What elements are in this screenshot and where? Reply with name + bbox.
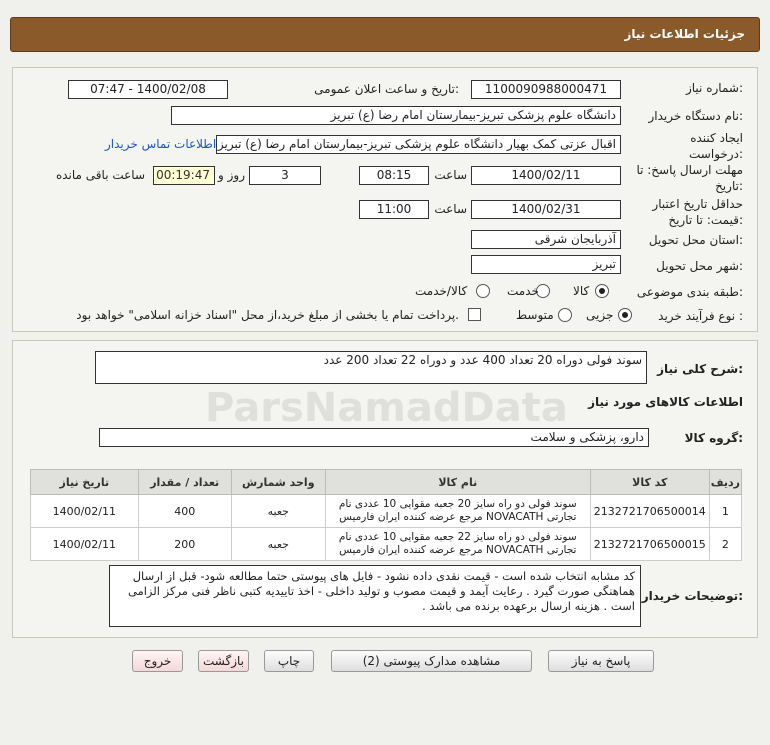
summary-label: شرح کلی نیاز: (657, 362, 743, 376)
row-qty: 400 (138, 495, 231, 528)
col-index: ردیف (709, 470, 741, 495)
treasury-payment-checkbox[interactable] (468, 308, 481, 321)
process-medium-label: متوسط (516, 308, 554, 322)
row-qty: 200 (138, 528, 231, 561)
buyer-org-field: دانشگاه علوم پزشکی تبریز-بیمارستان امام رضا (ع) تبریز (171, 106, 621, 125)
need-number-field: 1100090988000471 (471, 80, 621, 99)
creator-label: ایجاد کننده درخواست: (689, 131, 743, 161)
validity-time-label: ساعت (434, 202, 467, 216)
province-label: استان محل تحویل: (648, 233, 743, 247)
page-header (10, 17, 760, 52)
col-qty: تعداد / مقدار (138, 470, 231, 495)
process-medium-radio[interactable] (558, 308, 572, 322)
row-index: 1 (709, 495, 741, 528)
print-button[interactable]: چاپ (264, 650, 314, 672)
col-name: نام کالا (325, 470, 590, 495)
buyer-contact-link[interactable]: اطلاعات تماس خریدار (105, 137, 217, 151)
table-row (31, 528, 742, 561)
validity-label: حداقل تاریخ اعتبار قیمت: تا تاریخ: (652, 197, 743, 227)
col-date: تاریخ نیاز (31, 470, 139, 495)
validity-date-field: 1400/02/31 (471, 200, 621, 219)
buyer-notes-field: کد مشابه انتخاب شده است - قیمت نقدی داده نشود - فایل های پیوستی حتما مطالعه شود- قبل از ارسال هماهنگی صورت گیرد . رعایت آیمد و قیمت مصوب و تولید داخلی - اخذ تاییدیه کتبی ناظر فنی مرکز الزامی است . هزینه ارسال برعهده برنده می باشد . (109, 565, 641, 627)
summary-field: سوند فولی دوراه 20 تعداد 400 عدد و دوراه 22 تعداد 200 عدد (95, 351, 647, 384)
category-both-radio[interactable] (476, 284, 490, 298)
treasury-payment-note: پرداخت تمام یا بخشی از مبلغ خرید،از محل "اسناد خزانه اسلامی" خواهد بود. (76, 308, 459, 322)
table-row (31, 495, 742, 528)
col-unit: واحد شمارش (231, 470, 325, 495)
group-field: دارو، پزشکی و سلامت (99, 428, 649, 447)
validity-time-field: 11:00 (359, 200, 429, 219)
creator-field: اقبال عزتی کمک بهیار دانشگاه علوم پزشکی تبریز-بیمارستان امام رضا (ع) تبریز (216, 135, 621, 154)
row-unit: جعبه (231, 495, 325, 528)
group-label: گروه کالا: (684, 431, 743, 445)
need-number-label: شماره نیاز: (685, 81, 743, 95)
row-code: 2132721706500014 (590, 495, 709, 528)
row-unit: جعبه (231, 528, 325, 561)
watermark-logo: ParsNamadData (205, 385, 568, 431)
attachments-button[interactable]: مشاهده مدارک پیوستی (2) (331, 650, 532, 672)
buyer-notes-label: توضیحات خریدار: (641, 589, 743, 603)
reply-time-label: ساعت (434, 168, 467, 182)
row-code: 2132721706500015 (590, 528, 709, 561)
back-button[interactable]: بازگشت (198, 650, 249, 672)
category-both-label: کالا/خدمت (415, 284, 468, 298)
process-minor-label: جزیی (586, 308, 614, 322)
days-label: روز و (218, 168, 245, 182)
buyer-org-label: نام دستگاه خریدار: (648, 109, 743, 123)
announce-field: 1400/02/08 - 07:47 (68, 80, 228, 99)
items-table (30, 469, 742, 561)
exit-button[interactable]: خروج (132, 650, 183, 672)
reply-deadline-label: مهلت ارسال پاسخ: تا تاریخ: (636, 163, 743, 193)
remaining-timer: 00:19:47 (153, 166, 215, 185)
process-label: نوع فرآیند خرید : (658, 309, 743, 323)
remaining-label: ساعت باقی مانده (55, 168, 145, 182)
items-table-header (31, 470, 742, 495)
city-label: شهر محل تحویل: (656, 259, 743, 273)
city-field: تبریز (471, 255, 621, 274)
category-label: طبقه بندی موضوعی: (636, 285, 743, 299)
category-goods-radio[interactable] (595, 284, 609, 298)
row-index: 2 (709, 528, 741, 561)
reply-button[interactable]: پاسخ به نیاز (548, 650, 654, 672)
request-info-panel (12, 67, 758, 332)
category-service-label: خدمت (507, 284, 539, 298)
row-name: سوند فولی دو راه سایز 20 جعبه مقوایی 10 عددی نام تجارتی NOVACATH مرجع عرضه کننده ایران فارمیس (325, 495, 590, 528)
page-title: جزئیات اطلاعات نیاز (624, 27, 745, 41)
row-date: 1400/02/11 (31, 528, 139, 561)
reply-time-field: 08:15 (359, 166, 429, 185)
days-field: 3 (249, 166, 321, 185)
goods-info-heading: اطلاعات کالاهای مورد نیاز (588, 395, 743, 409)
row-name: سوند فولی دو راه سایز 22 جعبه مقوایی 10 عددی نام تجارتی NOVACATH مرجع عرضه کننده ایران فارمیس (325, 528, 590, 561)
province-field: آذربایجان شرقی (471, 230, 621, 249)
row-date: 1400/02/11 (31, 495, 139, 528)
category-goods-label: کالا (573, 284, 590, 298)
process-minor-radio[interactable] (618, 308, 632, 322)
details-panel (12, 340, 758, 638)
announce-label: تاریخ و ساعت اعلان عمومی: (314, 82, 459, 96)
col-code: کد کالا (590, 470, 709, 495)
reply-date-field: 1400/02/11 (471, 166, 621, 185)
